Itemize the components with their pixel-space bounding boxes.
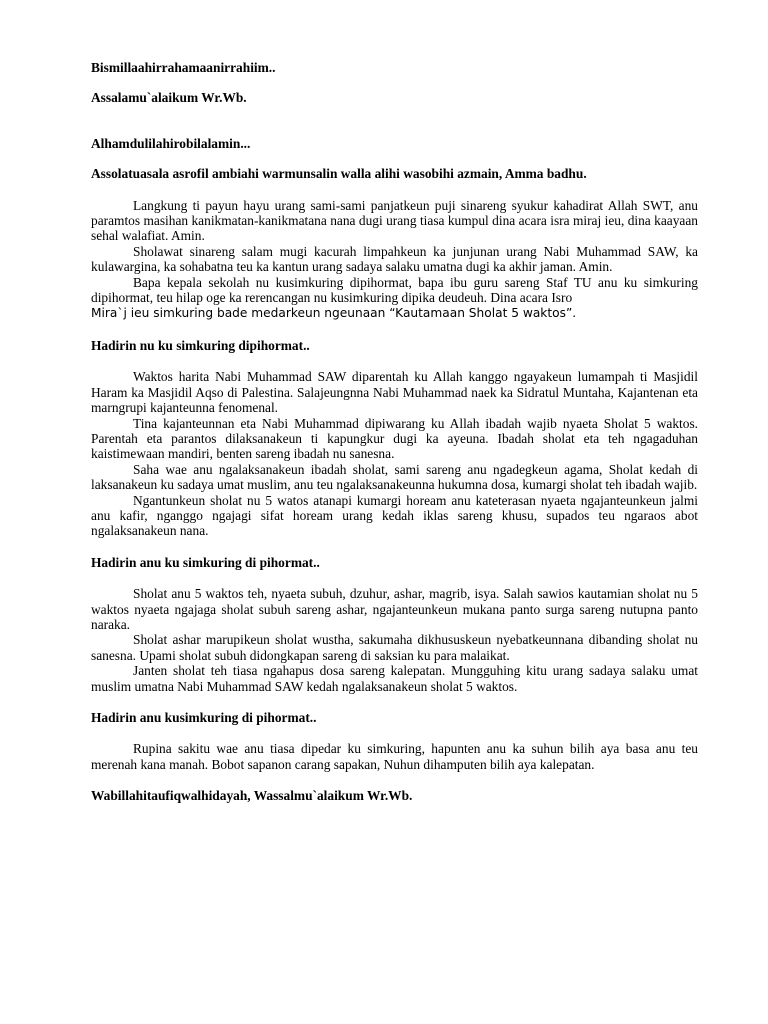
intro-paragraph: Sholawat sinareng salam mugi kacurah limpahkeun ka junjunan urang Nabi Muhammad SAW, ka kulawargina, ka sohabatna teu ka kantun urang sadaya salaku umatna dugi ka akhir jaman. Amin. [91,243,698,275]
body-paragraph: Rupina sakitu wae anu tiasa dipedar ku simkuring, hapunten anu ka suhun bilih aya basa anu teu merenah kana manah. Bobot sapanon carang sapakan, Nuhun dihamputen bilih aya kalepatan. [91,741,698,772]
section-heading: Hadirin anu ku simkuring di pihormat.. [91,554,320,570]
body-paragraph: Tina kajanteunnan eta Nabi Muhammad dipiwarang ku Allah ibadah wajib nyaeta Sholat 5 waktos. Parentah eta parantos dilaksanakeun ti kapungkur dugi ka ayeuna. Ibadah sholat eta teh ngagaduhan kaistimewaan mandiri, benten sareng ibadah nu sanesna. [91,415,698,462]
body-paragraph: Janten sholat teh tiasa ngahapus dosa sareng kalepatan. Mungguhing kitu urang sadaya salaku umat muslim umatna Nabi Muhammad SAW kedah ngalaksanakeun sholat 5 waktos. [91,663,698,694]
body-paragraph: Saha wae anu ngalaksanakeun ibadah sholat, sami sareng anu ngadegkeun agama, Sholat kedah di laksanakeun ku sadaya umat muslim, anu teu ngalaksanakeunna hukumna dosa, kumargi sholat teh ibadah wajib. [91,461,698,493]
intro-paragraph: Bapa kepala sekolah nu kusimkuring dipihormat, bapa ibu guru sareng Staf TU anu ku simkuring dipihormat, teu hilap oge ka rerencangan nu kusimkuring dipika deudeuh. Dina acara Isro [91,274,698,306]
sholawat-line: Assolatuasala asrofil ambiahi warmunsalin walla alihi wasobihi azmain, Amma badhu. [91,166,587,182]
intro-topic-line: Mira`j ieu simkuring bade medarkeun ngeunaan “Kautamaan Sholat 5 waktos”. [91,306,577,321]
section-heading: Hadirin nu ku simkuring dipihormat.. [91,337,310,353]
bismillah-line: Bismillaahirrahamaanirrahiim.. [91,60,276,75]
salam-line: Assalamu`alaikum Wr.Wb. [91,90,247,106]
intro-paragraph [91,305,698,321]
closing-line: Wabillahitaufiqwalhidayah, Wassalmu`alaikum Wr.Wb. [91,788,413,804]
body-paragraph: Ngantunkeun sholat nu 5 watos atanapi kumargi hoream anu kateterasan nyaeta ngajanteunkeun jalmi anu kafir, nganggo ngajagi sifat hoream urang kedah iklas sareng khusu, supados teu ngaraos abot ngalaksanakeun nana. [91,492,698,539]
section-heading: Hadirin anu kusimkuring di pihormat.. [91,710,317,725]
body-paragraph: Sholat anu 5 waktos teh, nyaeta subuh, dzuhur, ashar, magrib, isya. Salah sawios kautamian sholat nu 5 waktos nyaeta ngajaga sholat subuh sareng ashar, ngajanteunkeun mukana panto surga sareng nutupna panto naraka. [91,586,698,632]
document-page [91,60,698,804]
body-paragraph: Waktos harita Nabi Muhammad SAW diparentah ku Allah kanggo ngayakeun lumampah ti Masjidil Haram ka Masjidil Aqso di Palestina. Salajeungnna Nabi Muhammad naek ka Sidratul Muntaha, Kajantenan eta marngrupi kajanteunna fenomenal. [91,369,698,416]
intro-paragraph: Langkung ti payun hayu urang sami-sami panjatkeun puji sinareng syukur kahadirat Allah SWT, anu paramtos masihan kanikmatan-kanikmatana nana dugi urang tiasa kumpul dina acara isra miraj ieu, dina kaayaan sehal walafiat. Amin. [91,197,698,244]
body-paragraph: Sholat ashar marupikeun sholat wustha, sakumaha dikhususkeun nyebatkeunnana dibanding sholat nu sanesna. Upami sholat subuh didongkapan sareng di saksian ku para malaikat. [91,632,698,663]
hamdalah-line: Alhamdulilahirobilalamin... [91,135,251,151]
